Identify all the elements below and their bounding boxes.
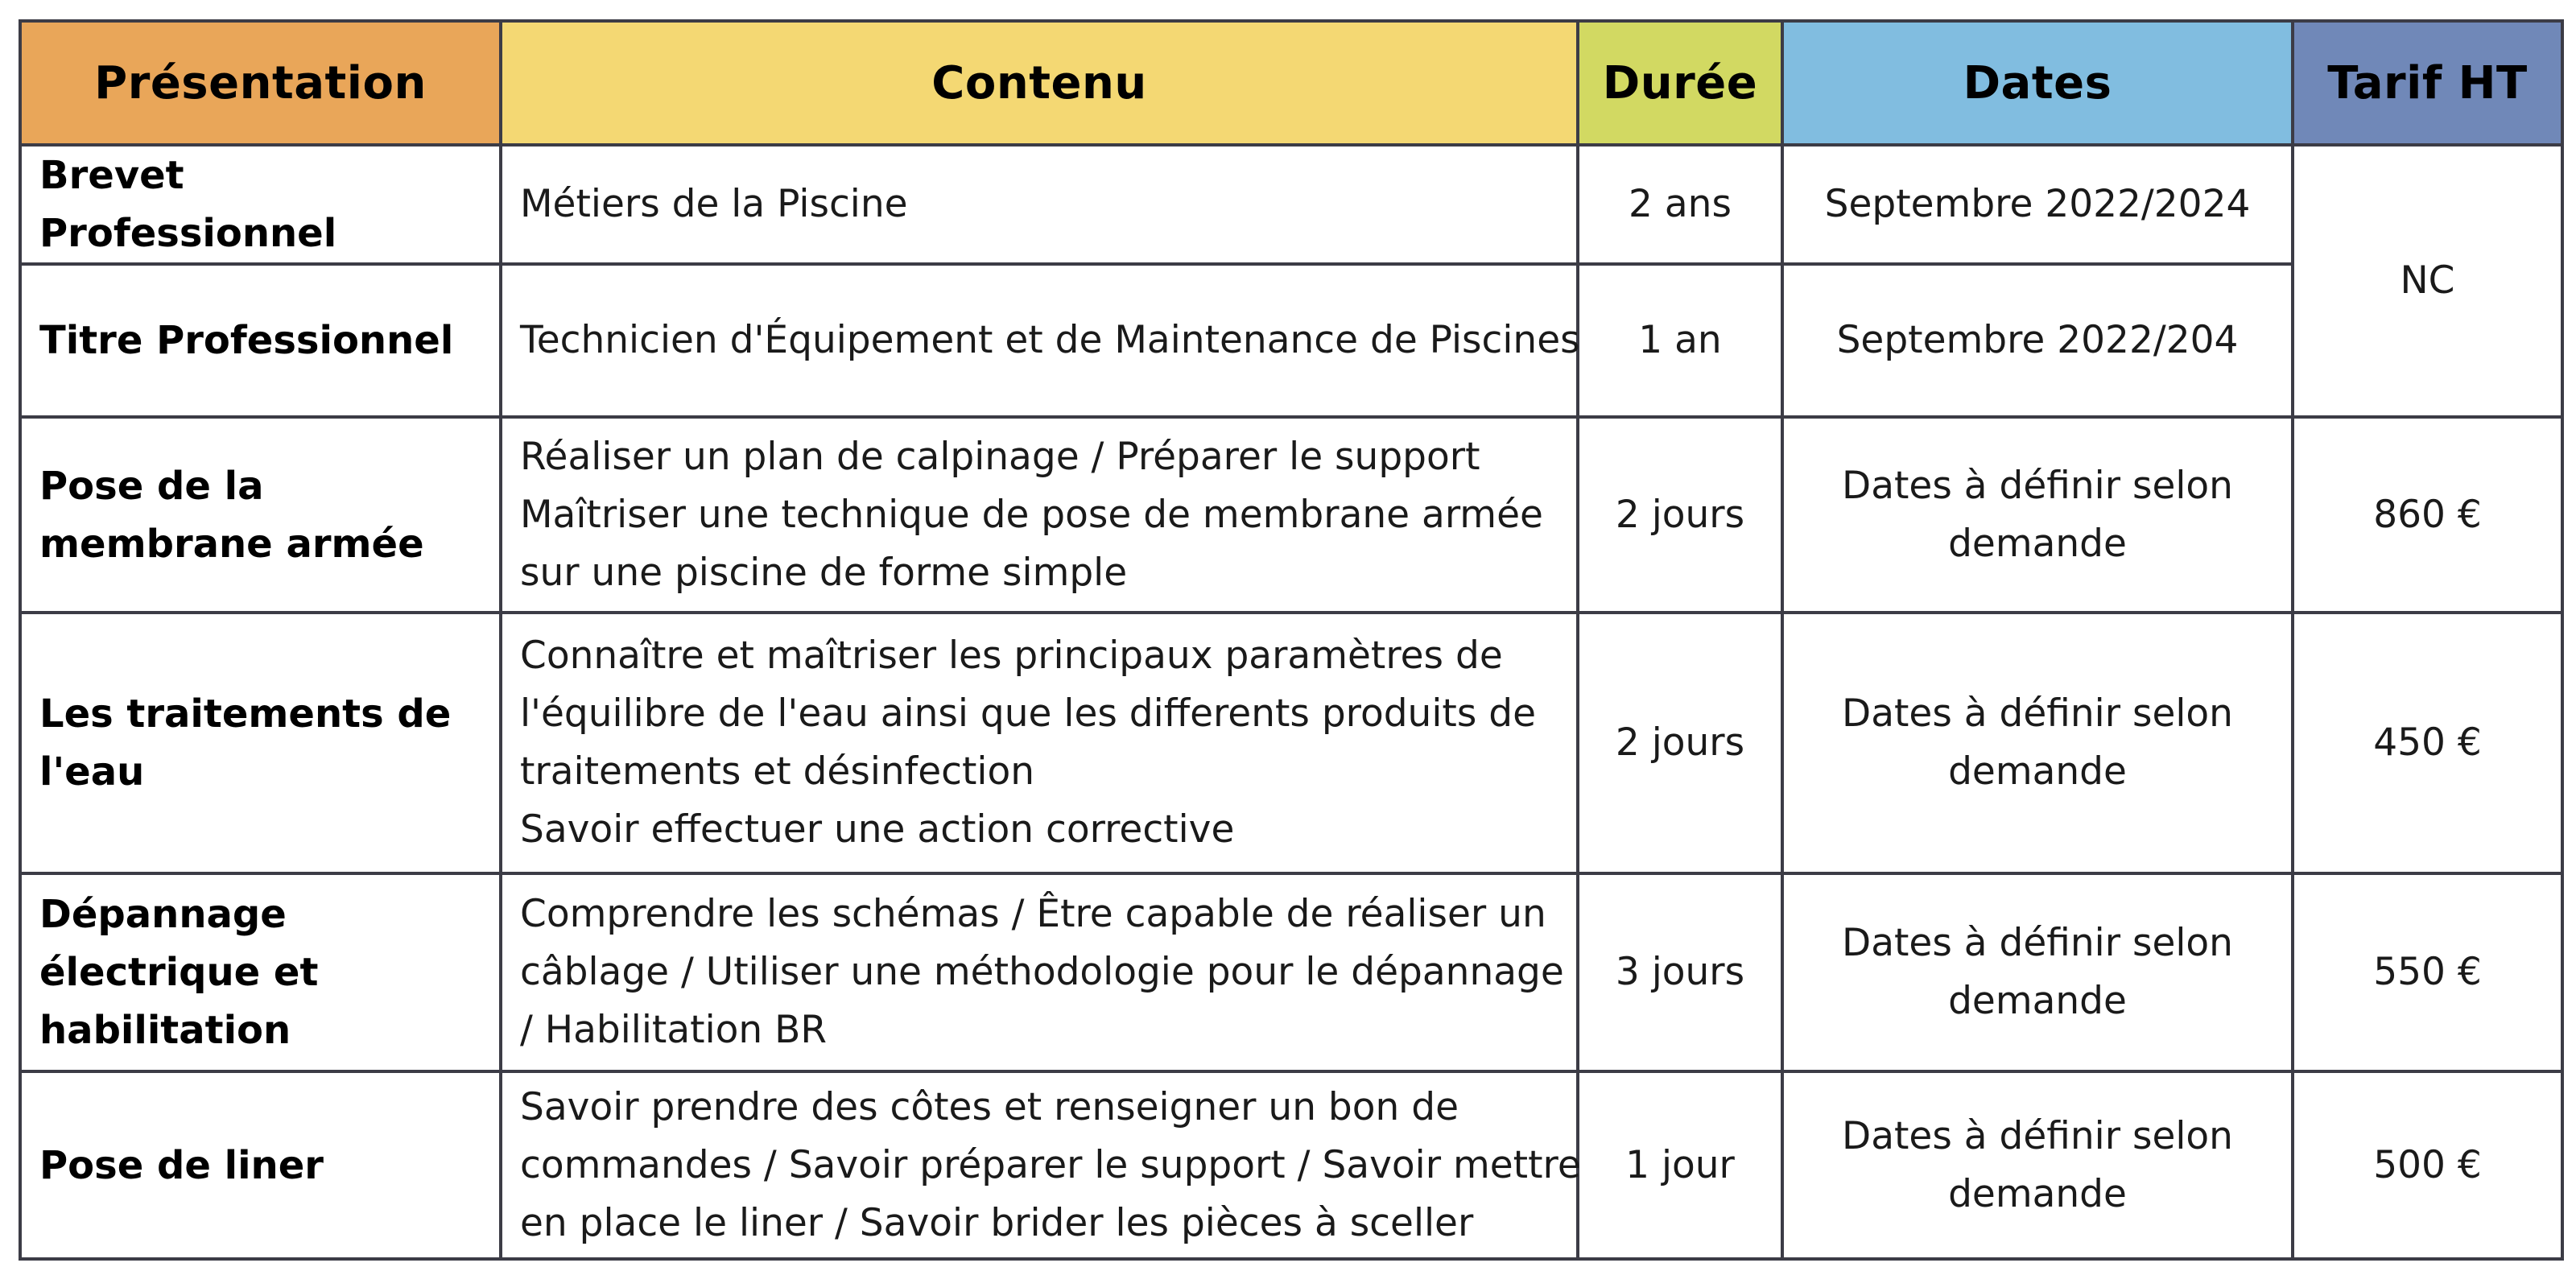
contenu-line: sur une piscine de forme simple <box>520 550 1128 595</box>
table-row <box>20 264 2562 417</box>
row-duree: 1 an <box>1578 264 1782 417</box>
contenu-line: Métiers de la Piscine <box>520 182 908 226</box>
contenu-line: Technicien d'Équipement et de Maintenance de Piscines <box>520 318 1580 362</box>
dates-line: Septembre 2022/204 <box>1836 318 2239 362</box>
row-presentation: Titre Professionnel <box>20 264 501 417</box>
contenu-line: traitements et désinfection <box>520 749 1034 794</box>
dates-line: demande <box>1948 521 2127 566</box>
contenu-line: en place le liner / Savoir brider les pièces à sceller <box>520 1200 1474 1245</box>
contenu-line: Maîtriser une technique de pose de membrane armée <box>520 492 1543 537</box>
row-presentation: Les traitements de l'eau <box>20 613 501 873</box>
row-presentation: Pose de la membrane armée <box>20 417 501 613</box>
row-tarif: 550 € <box>2293 873 2562 1071</box>
contenu-line: Connaître et maîtriser les principaux paramètres de <box>520 634 1503 678</box>
header-duree: Durée <box>1578 21 1782 145</box>
row-tarif: 860 € <box>2293 417 2562 613</box>
table-row <box>20 1071 2562 1259</box>
header-tarif: Tarif HT <box>2293 21 2562 145</box>
row-contenu <box>501 145 1578 264</box>
row-contenu <box>501 1071 1581 1259</box>
row-contenu <box>501 613 1578 873</box>
training-table <box>19 19 2564 1261</box>
contenu-line: Réaliser un plan de calpinage / Préparer le support <box>520 434 1480 479</box>
row-duree: 1 jour <box>1578 1071 1782 1259</box>
table-row <box>20 873 2562 1071</box>
row-duree: 3 jours <box>1578 873 1782 1071</box>
row-contenu <box>501 417 1578 613</box>
training-table-container <box>19 19 2564 1261</box>
header-contenu: Contenu <box>501 21 1578 145</box>
contenu-line: câblage / Utiliser une méthodologie pour le dépannage <box>520 950 1564 994</box>
row-tarif: 500 € <box>2293 1071 2562 1259</box>
header-dates: Dates <box>1782 21 2293 145</box>
row-duree: 2 jours <box>1578 417 1782 613</box>
dates-line: Septembre 2022/2024 <box>1824 182 2251 226</box>
header-presentation: Présentation <box>20 21 501 145</box>
contenu-line: / Habilitation BR <box>520 1008 828 1052</box>
row-presentation: Dépannage électrique et habilitation <box>20 873 501 1071</box>
row-dates <box>1782 145 2293 264</box>
row-presentation: Brevet Professionnel <box>20 145 501 264</box>
row-duree: 2 jours <box>1578 613 1782 873</box>
dates-line: demande <box>1948 979 2127 1023</box>
dates-line: Dates à définir selon <box>1842 921 2233 965</box>
table-row <box>20 145 2562 264</box>
contenu-line: commandes / Savoir préparer le support / Savoir mettre <box>520 1142 1581 1187</box>
row-dates <box>1782 1071 2293 1259</box>
row-contenu <box>501 264 1578 417</box>
contenu-line: l'équilibre de l'eau ainsi que les differents produits de <box>520 691 1537 736</box>
contenu-line: Comprendre les schémas / Être capable de réaliser un <box>520 892 1546 936</box>
row-dates <box>1782 264 2293 417</box>
row-dates <box>1782 873 2293 1071</box>
row-contenu <box>501 873 1578 1071</box>
contenu-line: Savoir effectuer une action corrective <box>520 807 1235 852</box>
row-duree: 2 ans <box>1578 145 1782 264</box>
dates-line: Dates à définir selon <box>1842 463 2233 508</box>
row-dates <box>1782 613 2293 873</box>
row-presentation: Pose de liner <box>20 1071 501 1259</box>
row-dates <box>1782 417 2293 613</box>
row-tarif: 450 € <box>2293 613 2562 873</box>
contenu-line: Savoir prendre des côtes et renseigner un bon de <box>520 1084 1459 1129</box>
dates-line: Dates à définir selon <box>1842 691 2233 736</box>
table-row <box>20 613 2562 873</box>
header-row <box>20 21 2562 145</box>
row-tarif: NC <box>2293 145 2562 417</box>
dates-line: Dates à définir selon <box>1842 1113 2233 1158</box>
dates-line: demande <box>1948 749 2127 794</box>
table-row <box>20 417 2562 613</box>
dates-line: demande <box>1948 1171 2127 1216</box>
